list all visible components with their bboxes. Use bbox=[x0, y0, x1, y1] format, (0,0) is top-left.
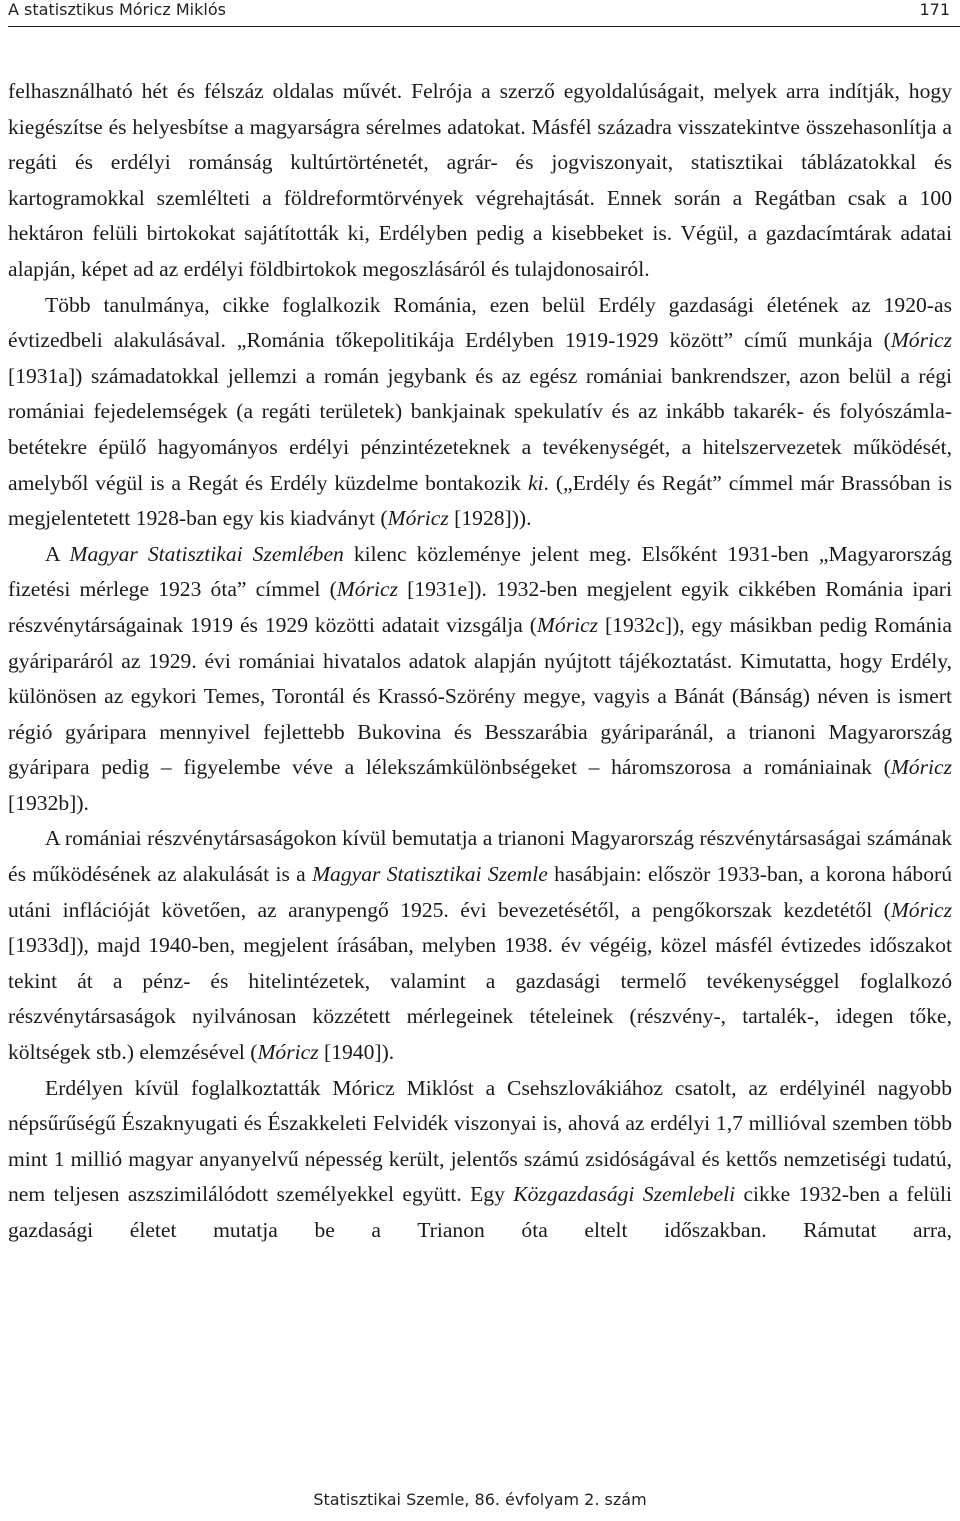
text-run: kilenc közleménye jelent meg. Elsőként 1931-ben „Magyarország fizetési mérlege 1923 óta” címmel ( bbox=[8, 541, 952, 602]
text-run: Erdélyen kívül foglalkoztatták Móricz Miklóst a Csehszlovákiához csatolt, az erdélyinél nagyobb népsűrűségű Északnyugati és Északkeleti Felvidék viszonyai is, ahová az erdélyi 1,7 millióval szemben több mint 1 millió magyar anyanyelvű népesség került, jelentős számú zsidóságával és kettős nemzetiségi tudatú, nem teljesen aszszimilálódott személyekkel együtt. Egy bbox=[8, 1075, 952, 1207]
running-header bbox=[8, 0, 952, 24]
text-run: . („Erdély és Regát” címmel már Brassóban is megjelentetett 1928-ban egy kis kiadványt ( bbox=[8, 470, 952, 531]
text-run: [1931e]). 1932-ben megjelent egyik cikkében Románia ipari részvénytárságainak 1919 és 1929 közötti adatait vizsgálja ( bbox=[8, 577, 952, 637]
text-run: [1932b]). bbox=[8, 790, 89, 815]
italic-run: Magyar Statisztikai Szemlében bbox=[69, 541, 344, 566]
footer-journal: Statisztikai Szemle, 86. évfolyam 2. szám bbox=[313, 1490, 647, 1509]
page-number: 171 bbox=[919, 0, 950, 19]
paragraph-3 bbox=[8, 537, 952, 822]
paragraph-4 bbox=[8, 821, 952, 1070]
italic-run: Móricz bbox=[890, 755, 952, 780]
italic-run: ki bbox=[527, 470, 544, 495]
text-run: A romániai részvénytársaságokon kívül bemutatja a trianoni Magyarország részvénytársaságai számának és működésének az alakulását is a bbox=[8, 826, 952, 887]
text-run: [1932c]), egy másikban pedig Románia gyáriparáról az 1929. évi romániai hivatalos adatok alapján nyújtott tájékoztatást. Kimutatta, hogy Erdély, különösen az egykori Temes, Torontál és Krassó-Szörény megye, vagyis a Bánát (Bánság) néven is ismert régió gyáripara mennyivel fejlettebb Bukovina és Besszarábia gyáriparánál, a trianoni Magyarország gyáripara pedig – figyelembe véve a lélekszámkülönbségeket – háromszorosa a romániainak ( bbox=[8, 612, 953, 780]
text-run: A bbox=[45, 541, 70, 566]
text-run: [1928])). bbox=[448, 506, 532, 531]
running-title: A statisztikus Móricz Miklós bbox=[8, 0, 226, 19]
paragraph-5 bbox=[8, 1071, 952, 1249]
italic-run: Móricz bbox=[890, 897, 952, 922]
header-rule bbox=[8, 26, 960, 27]
italic-run: Közgazdasági Szemlebeli bbox=[513, 1182, 736, 1207]
text-run: [1931a]) számadatokkal jellemzi a román jegybank és az egész romániai bankrendszer, azon belül a régi romániai fejedelemségek (a regáti területek) bankjainak spekulatív és az inkább takarék- és folyószámlabetétekre épülő hagyományos erdélyi pénzintézeteknek a tevékenységét, a hitelszervezetek működését, amelyből végül is a Regát és Erdély küzdelme bontakozik bbox=[8, 363, 952, 495]
italic-run: Móricz bbox=[536, 612, 599, 637]
body-text bbox=[8, 74, 952, 1249]
text-run: [1940]). bbox=[318, 1040, 395, 1065]
paragraph-2 bbox=[8, 288, 952, 537]
text-run: felhasználható hét és félszáz oldalas művét. Felrója a szerző egyoldalúságait, melyek arra indítják, hogy kiegészítse és helyesbítse a magyarságra sérelmes adatokat. Másfél századra visszatekintve összehasonlítja a regáti és erdélyi románság kultúrtörténetét, agrár- és jogviszonyait, statisztikai táblázatokkal és kartogramokkal szemlélteti a földreformtörvények végrehajtását. Ennek során a Regátban csak a 100 hektáron felüli birtokokat sajátították ki, Erdélyben pedig a kisebbeket is. Végül, a gazdacímtárak adatai alapján, képet ad az erdélyi földbirtokok megoszlásáról és tulajdonosairól. bbox=[8, 79, 952, 281]
paragraph-1 bbox=[8, 74, 952, 288]
text-run: Több tanulmánya, cikke foglalkozik Románia, ezen belül Erdély gazdasági életének az 1920-as évtizedbeli alakulásával. „Románia tőkepolitikája Erdélyben 1919-1929 között” című munkája ( bbox=[8, 292, 952, 353]
text-run: hasábjain: először 1933-ban, a korona háború utáni inflációját követően, az aranypengő 1925. évi bevezetésétől, a pengőkorszak kezdetétől ( bbox=[8, 862, 953, 922]
text-run: cikke 1932-ben a felüli gazdasági életet mutatja be a Trianon óta eltelt időszakban. Rámutat arra, bbox=[8, 1182, 952, 1242]
text-run: [1933d]), majd 1940-ben, megjelent írásában, melyben 1938. év végéig, közel másfél évtizedes időszakot tekint át a pénz- és hitelintézetek, valamint a gazdasági termelő tevékenységgel foglalkozó részvénytársaságok nyilvánosan közzétett mérlegeinek tételeinek (részvény-, tartalék-, idegen tőke, költségek stb.) elemzésével ( bbox=[8, 933, 952, 1065]
italic-run: Magyar Statisztikai Szemle bbox=[312, 862, 548, 887]
italic-run: Móricz bbox=[336, 577, 398, 602]
italic-run: Móricz bbox=[257, 1040, 319, 1065]
italic-run: Móricz bbox=[890, 328, 952, 353]
italic-run: Móricz bbox=[387, 506, 449, 531]
